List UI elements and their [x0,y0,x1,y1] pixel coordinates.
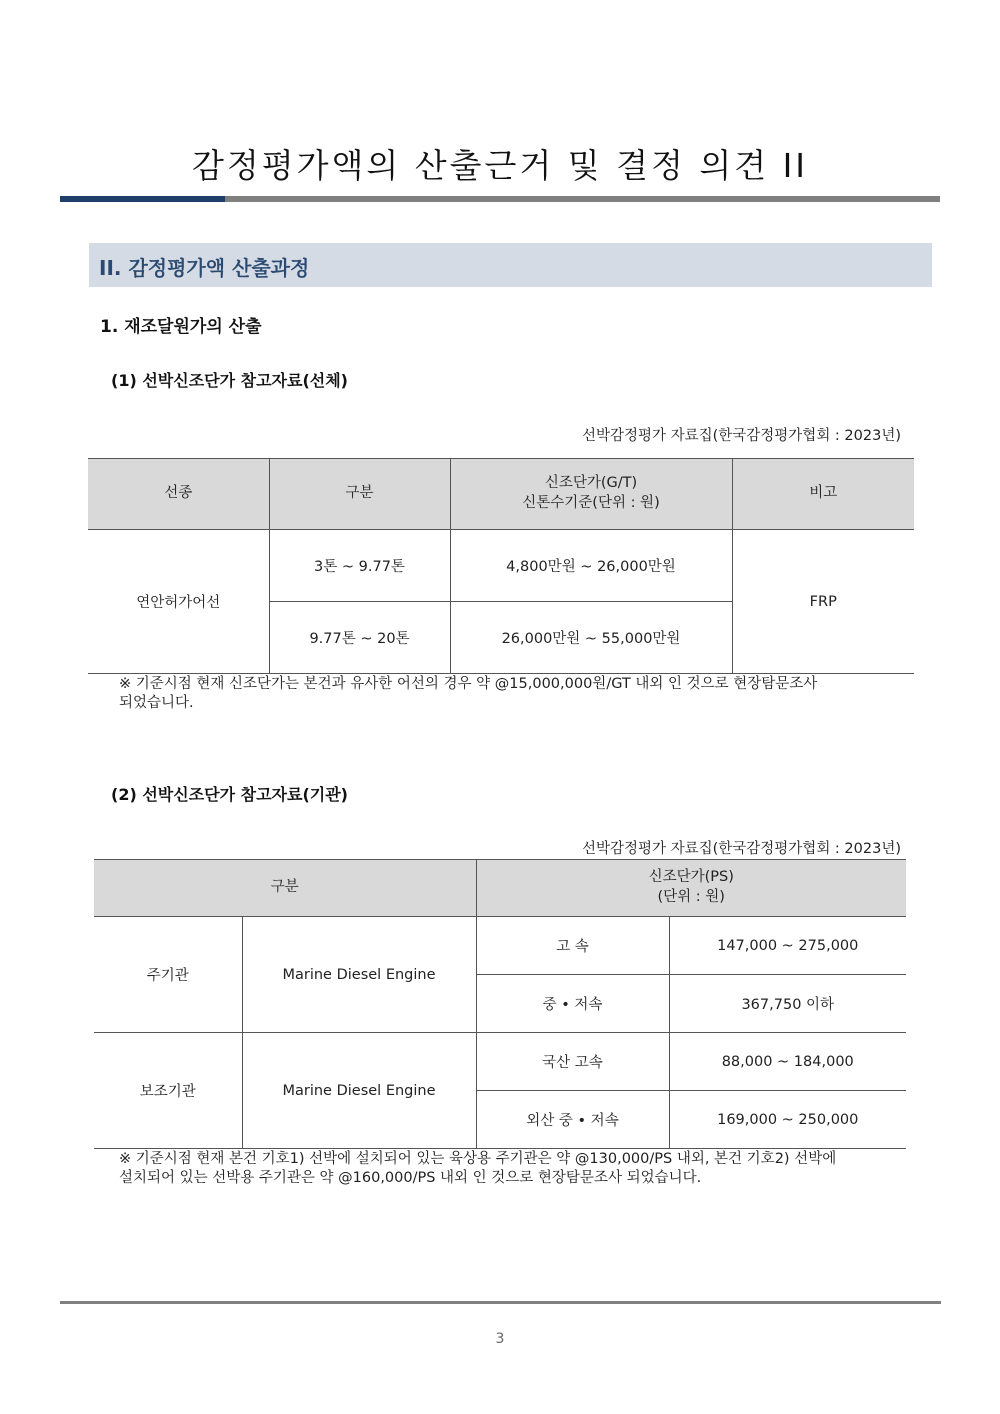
speed-class-cell: 중 • 저속 [476,975,669,1033]
engine-type-cell: Marine Diesel Engine [242,1033,476,1149]
title-rule [60,196,940,202]
hull-heading: (1) 선박신조단가 참고자료(선체) [111,371,348,390]
hull-price-table [88,458,914,674]
engine-note-line2: 설치되어 있는 선박용 주기관은 약 @160,000/PS 내외 인 것으로 현장탐문조사 되었습니다. [119,1170,702,1186]
remark-cell: FRP [732,530,914,674]
engine-source: 선박감정평가 자료집(한국감정평가협회 : 2023년) [581,841,901,857]
engine-heading: (2) 선박신조단가 참고자료(기관) [111,785,348,804]
table-row [88,530,914,602]
hull-note [119,675,879,713]
engine-group-cell: 주기관 [94,917,242,1033]
engine-group-cell: 보조기관 [94,1033,242,1149]
price-range-cell: 147,000 ~ 275,000 [669,917,906,975]
tonnage-range-cell: 9.77톤 ~ 20톤 [269,602,450,674]
header-new-build-price [476,860,906,917]
tonnage-range-cell: 3톤 ~ 9.77톤 [269,530,450,602]
section-banner-text: II. 감정평가액 산출과정 [99,256,310,280]
hull-source: 선박감정평가 자료집(한국감정평가협회 : 2023년) [581,428,901,444]
page-number: 3 [495,1331,505,1347]
price-range-cell: 169,000 ~ 250,000 [669,1091,906,1149]
header-category: 구분 [269,459,450,530]
price-range-cell: 4,800만원 ~ 26,000만원 [450,530,732,602]
speed-class-cell: 외산 중 • 저속 [476,1091,669,1149]
table-row [94,1033,906,1091]
header-price-line1: 신조단가(PS) [648,869,734,886]
price-range-cell: 88,000 ~ 184,000 [669,1033,906,1091]
footer-rule [60,1301,941,1304]
title-rule-accent [60,196,225,202]
section-heading: 1. 재조달원가의 산출 [100,317,262,337]
engine-type-cell: Marine Diesel Engine [242,917,476,1033]
engine-note [119,1150,879,1188]
price-range-cell: 367,750 이하 [669,975,906,1033]
table-row [94,917,906,975]
header-new-build-price [450,459,732,530]
page-title: 감정평가액의 산출근거 및 결정 의견 II [191,146,809,185]
table-header-row [94,860,906,917]
section-banner [89,243,932,287]
header-price-line1: 신조단가(G/T) [544,475,638,492]
speed-class-cell: 고 속 [476,917,669,975]
header-price-line2: 신톤수기준(단위 : 원) [522,495,660,511]
header-price-line2: (단위 : 원) [657,889,725,905]
table-header-row [88,459,914,530]
speed-class-cell: 국산 고속 [476,1033,669,1091]
engine-price-table [94,859,906,1149]
hull-note-line1: ※ 기준시점 현재 신조단가는 본건과 유사한 어선의 경우 약 @15,000,000원/GT 내외 인 것으로 현장탐문조사 [119,676,818,692]
header-category: 구분 [94,860,476,917]
hull-note-line2: 되었습니다. [119,695,194,711]
price-range-cell: 26,000만원 ~ 55,000만원 [450,602,732,674]
ship-type-cell: 연안허가어선 [88,530,269,674]
header-ship-type: 선종 [88,459,269,530]
engine-note-line1: ※ 기준시점 현재 본건 기호1) 선박에 설치되어 있는 육상용 주기관은 약 @130,000/PS 내외, 본건 기호2) 선박에 [119,1151,837,1167]
header-remark: 비고 [732,459,914,530]
